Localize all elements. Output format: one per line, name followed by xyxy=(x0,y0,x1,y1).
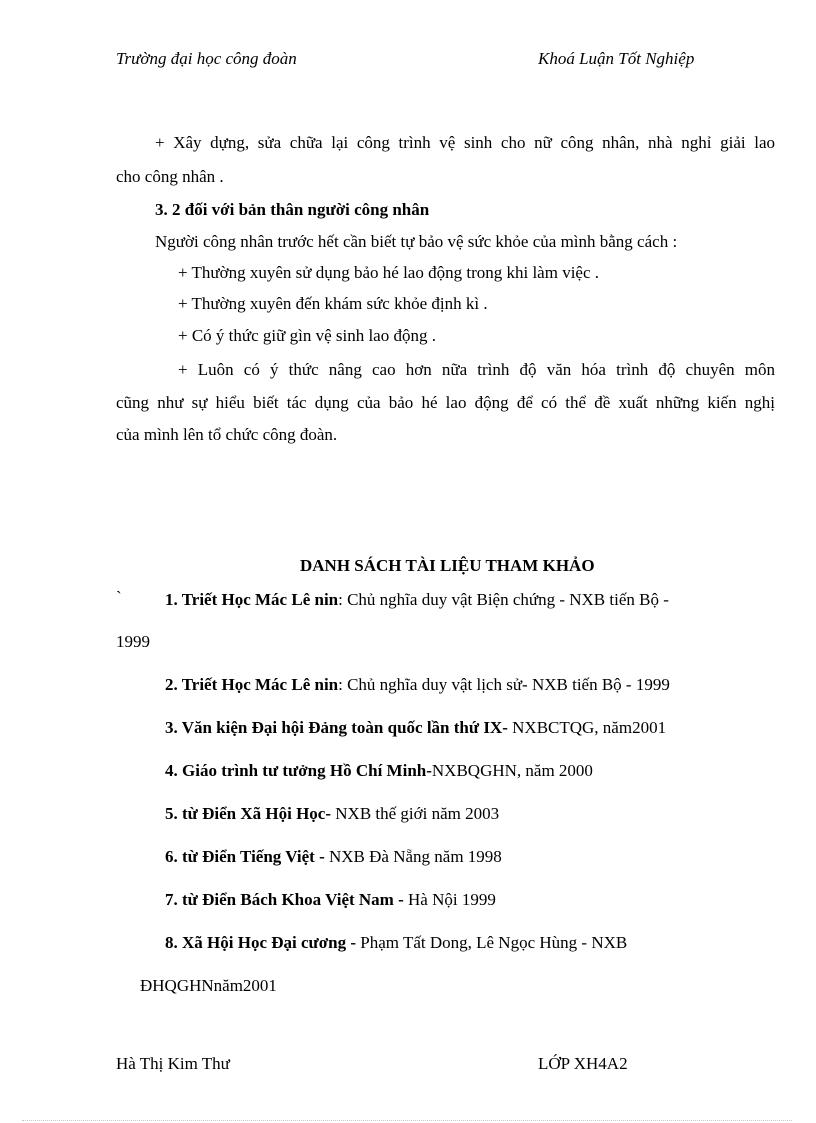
intro-line: Người công nhân trước hết cần biết tự bảo vệ sức khỏe của mình bằng cách : xyxy=(155,232,678,251)
reference-item-4-title: 4. Giáo trình tư tưởng Hồ Chí Minh- xyxy=(165,761,432,780)
reference-item-1-title: 1. Triết Học Mác Lê nin xyxy=(165,590,339,609)
footer-class: LỚP XH4A2 xyxy=(538,1054,628,1073)
footer-author: Hà Thị Kim Thư xyxy=(116,1054,230,1073)
list-item-2: + Thường xuyên đến khám sức khỏe định kì . xyxy=(178,294,488,313)
paragraph-2-line-2: cũng như sự hiểu biết tác dụng của bảo hé lao động để có thể đề xuất những kiến nghị xyxy=(116,393,775,412)
page-bottom-divider xyxy=(22,1120,792,1121)
paragraph-1-line-2: cho công nhân . xyxy=(116,167,224,186)
references-title: DANH SÁCH TÀI LIỆU THAM KHẢO xyxy=(300,556,595,575)
reference-item-8 xyxy=(165,933,627,953)
reference-item-1-detail: : Chủ nghĩa duy vật Biện chứng - NXB tiến Bộ - xyxy=(338,590,669,609)
list-item-1: + Thường xuyên sử dụng bảo hé lao động trong khi làm việc . xyxy=(178,263,600,282)
header-school-name: Trường đại học công đoàn xyxy=(116,49,297,68)
reference-item-3 xyxy=(165,718,666,738)
reference-item-4-detail: NXBQGHN, năm 2000 xyxy=(431,761,593,780)
reference-item-6-title: 6. từ Điển Tiếng Việt - xyxy=(165,847,325,866)
reference-item-5-detail: NXB thế giới năm 2003 xyxy=(331,804,500,823)
reference-item-7-detail: Hà Nội 1999 xyxy=(403,890,496,909)
reference-item-2 xyxy=(165,675,670,695)
reference-item-8-continued: ĐHQGHNnăm2001 xyxy=(140,976,277,995)
reference-item-5-title: 5. từ Điển Xã Hội Học- xyxy=(165,804,332,823)
paragraph-2-line-3: của mình lên tổ chức công đoàn. xyxy=(116,425,338,444)
reference-item-1-continued: 1999 xyxy=(116,632,150,651)
header-thesis-label: Khoá Luận Tốt Nghiệp xyxy=(538,49,695,68)
reference-item-4 xyxy=(165,761,593,781)
reference-item-1 xyxy=(165,590,669,610)
list-item-3: + Có ý thức giữ gìn vệ sinh lao động . xyxy=(178,326,436,345)
reference-item-2-title: 2. Triết Học Mác Lê nin xyxy=(165,675,339,694)
reference-item-3-detail: NXBCTQG, năm2001 xyxy=(507,718,667,737)
paragraph-1-line-1: + Xây dựng, sửa chữa lại công trình vệ sinh cho nữ công nhân, nhà nghỉ giải lao xyxy=(155,133,775,152)
paragraph-2-line-1: + Luôn có ý thức nâng cao hơn nữa trình độ văn hóa trình độ chuyên môn xyxy=(178,360,775,379)
reference-item-2-detail: : Chủ nghĩa duy vật lịch sử- NXB tiến Bộ - 1999 xyxy=(338,675,670,694)
stray-mark: ` xyxy=(116,588,122,607)
reference-item-7 xyxy=(165,890,496,910)
reference-item-7-title: 7. từ Điển Bách Khoa Việt Nam - xyxy=(165,890,404,909)
reference-item-5 xyxy=(165,804,499,824)
reference-item-6 xyxy=(165,847,502,867)
reference-item-8-detail: Phạm Tất Dong, Lê Ngọc Hùng - NXB xyxy=(356,933,628,952)
section-heading: 3. 2 đối với bản thân người công nhân xyxy=(155,200,430,219)
reference-item-6-detail: NXB Đà Nẵng năm 1998 xyxy=(324,847,502,866)
reference-item-3-title: 3. Văn kiện Đại hội Đảng toàn quốc lần thứ IX- xyxy=(165,718,508,737)
reference-item-8-title: 8. Xã Hội Học Đại cương - xyxy=(165,933,357,952)
